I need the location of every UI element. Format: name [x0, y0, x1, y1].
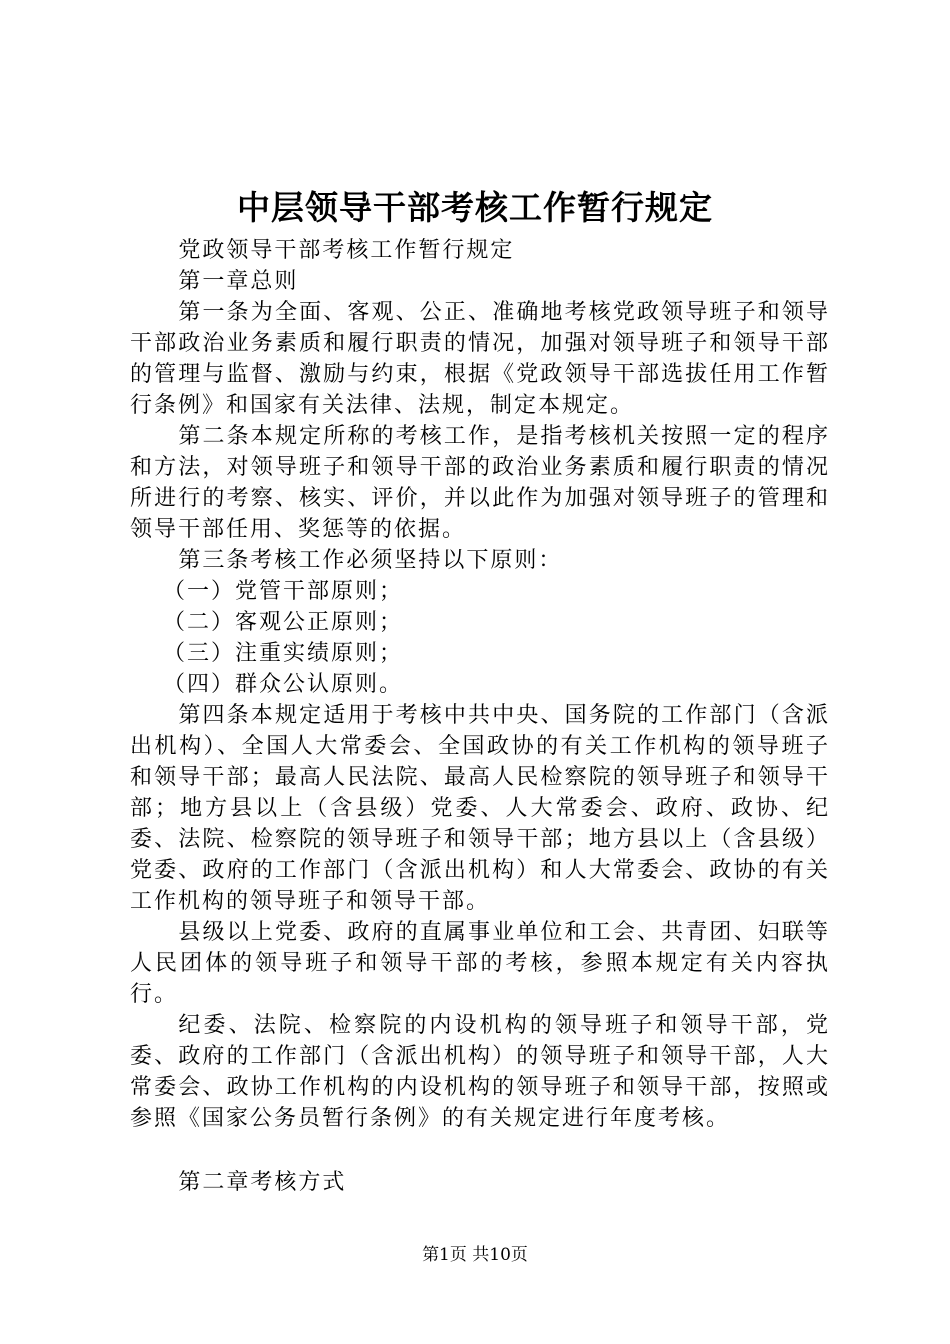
principle-item: （二）客观公正原则； — [163, 610, 404, 635]
internal-agencies-paragraph: 纪委、法院、检察院的内设机构的领导班子和领导干部，党委、政府的工作部门（含派出机构）的领导班子和领导干部，人大常委会、政协工作机构的内设机构的领导班子和领导干部，按照或参照《国家公务员暂行条例》的有关规定进行年度考核。 — [130, 1013, 830, 1131]
principle-item: （一）党管干部原则； — [163, 579, 404, 604]
county-level-paragraph: 县级以上党委、政府的直属事业单位和工会、共青团、妇联等人民团体的领导班子和领导干部的考核，参照本规定有关内容执行。 — [130, 920, 830, 1007]
page-number-footer: 第1页 共10页 — [422, 1245, 528, 1265]
subtitle-paragraph: 党政领导干部考核工作暂行规定 — [178, 238, 515, 263]
document-body — [130, 235, 830, 1198]
principle-item: （三）注重实绩原则； — [163, 641, 404, 666]
article-two-paragraph: 第二条本规定所称的考核工作，是指考核机关按照一定的程序和方法，对领导班子和领导干部的政治业务素质和履行职责的情况所进行的考察、核实、评价，并以此作为加强对领导班子的管理和领导干部任用、奖惩等的依据。 — [130, 424, 830, 542]
article-three-paragraph: 第三条考核工作必须坚持以下原则： — [178, 548, 563, 573]
article-one-paragraph: 第一条为全面、客观、公正、准确地考核党政领导班子和领导干部政治业务素质和履行职责的情况，加强对领导班子和领导干部的管理与监督、激励与约束，根据《党政领导干部选拔任用工作暂行条例》和国家有关法律、法规，制定本规定。 — [130, 300, 830, 418]
article-four-paragraph: 第四条本规定适用于考核中共中央、国务院的工作部门（含派出机构）、全国人大常委会、全国政协的有关工作机构的领导班子和领导干部；最高人民法院、最高人民检察院的领导班子和领导干部；地方县以上（含县级）党委、人大常委会、政府、政协、纪委、法院、检察院的领导班子和领导干部；地方县以上（含县级）党委、政府的工作部门（含派出机构）和人大常委会、政协的有关工作机构的领导班子和领导干部。 — [130, 703, 830, 914]
chapter-two-heading: 第二章考核方式 — [178, 1170, 347, 1195]
page-title: 中层领导干部考核工作暂行规定 — [237, 188, 713, 227]
principle-item: （四）群众公认原则。 — [163, 672, 404, 697]
chapter-one-heading: 第一章总则 — [178, 269, 299, 294]
section-spacer — [130, 1134, 830, 1167]
